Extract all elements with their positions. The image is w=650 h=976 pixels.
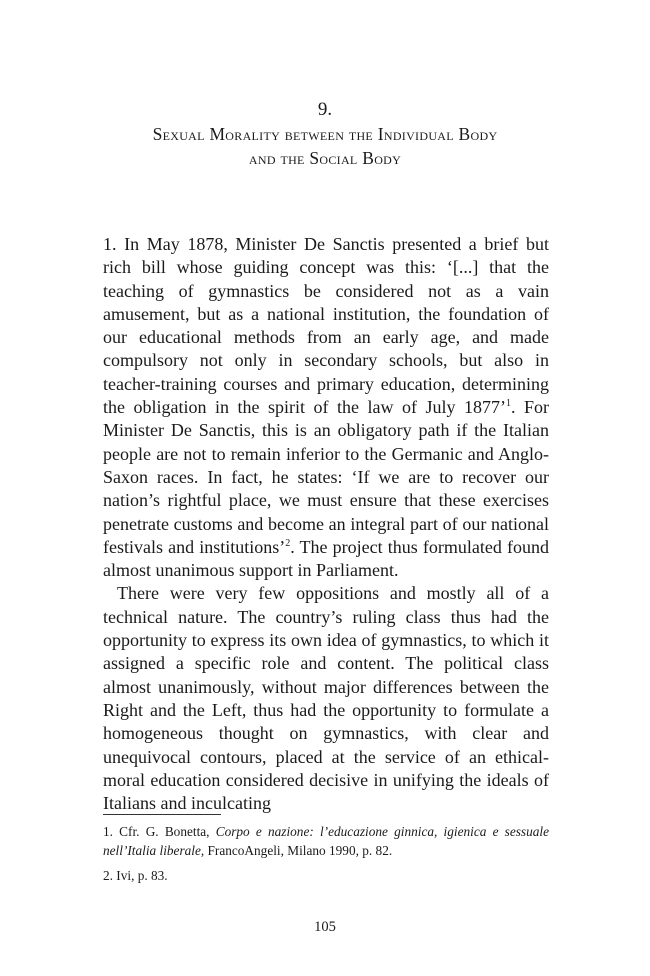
footnote-1-title: Corpo e nazione: l’educazione ginnica, igienica e sessuale nell’Italia liberale: [103, 824, 549, 858]
body-text: [103, 233, 549, 815]
paragraph-1-text-cont: . For Minister De Sanctis, this is an obligatory path if the Italian people are not to remain inferior to the Germanic and Anglo-Saxon races. In fact, he states: ‘If we are to recover our nation’s rightful place, we must ensure that these exercises penetrate customs and become an integral part of our national festivals and institutions’: [103, 397, 549, 557]
footnote-ref-2: 2: [285, 537, 291, 549]
footnotes: [103, 822, 549, 891]
footnote-1-prefix: 1. Cfr. G. Bonetta,: [103, 824, 216, 839]
paragraph-2: There were very few oppositions and mostly all of a technical nature. The country’s ruling class thus had the opportunity to express its own idea of gymnastics, to which it assigned a specific role and content. The political class almost unanimously, without major differences between the Right and the Left, thus had the opportunity to formulate a homogeneous thought on gymnastics, with clear and unequivocal contours, placed at the service of an ethical-moral education considered decisive in unifying the ideals of Italians and inculcating: [103, 583, 549, 814]
chapter-title: [0, 122, 650, 170]
paragraph-1: [103, 233, 549, 582]
footnote-1-suffix: , FrancoAngeli, Milano 1990, p. 82.: [200, 843, 393, 858]
paragraph-1-text: 1. In May 1878, Minister De Sanctis presented a brief but rich bill whose guiding concept was this: ‘[...] that the teaching of gymnastics be considered not as a vain amusement, but as a national institution, the foundation of our educational methods from an early age, and made compulsory not only in secondary schools, but also in teacher-training courses and primary education, determining the obligation in the spirit of the law of July 1877’: [103, 234, 549, 418]
chapter-number: 9.: [317, 99, 333, 120]
paragraph-1-text-end: . The project thus formulated found almost unanimous support in Parliament.: [103, 536, 550, 581]
footnote-ref-1: 1: [505, 398, 511, 410]
footnote-separator: [103, 814, 221, 815]
chapter-title-line-2: and the Social Body: [248, 148, 402, 168]
chapter-title-line-1: Sexual Morality between the Individual Body: [152, 124, 498, 144]
footnote-2: 2. Ivi, p. 83.: [103, 868, 168, 883]
page-number: 105: [314, 919, 336, 935]
footnote-1: [103, 822, 549, 860]
